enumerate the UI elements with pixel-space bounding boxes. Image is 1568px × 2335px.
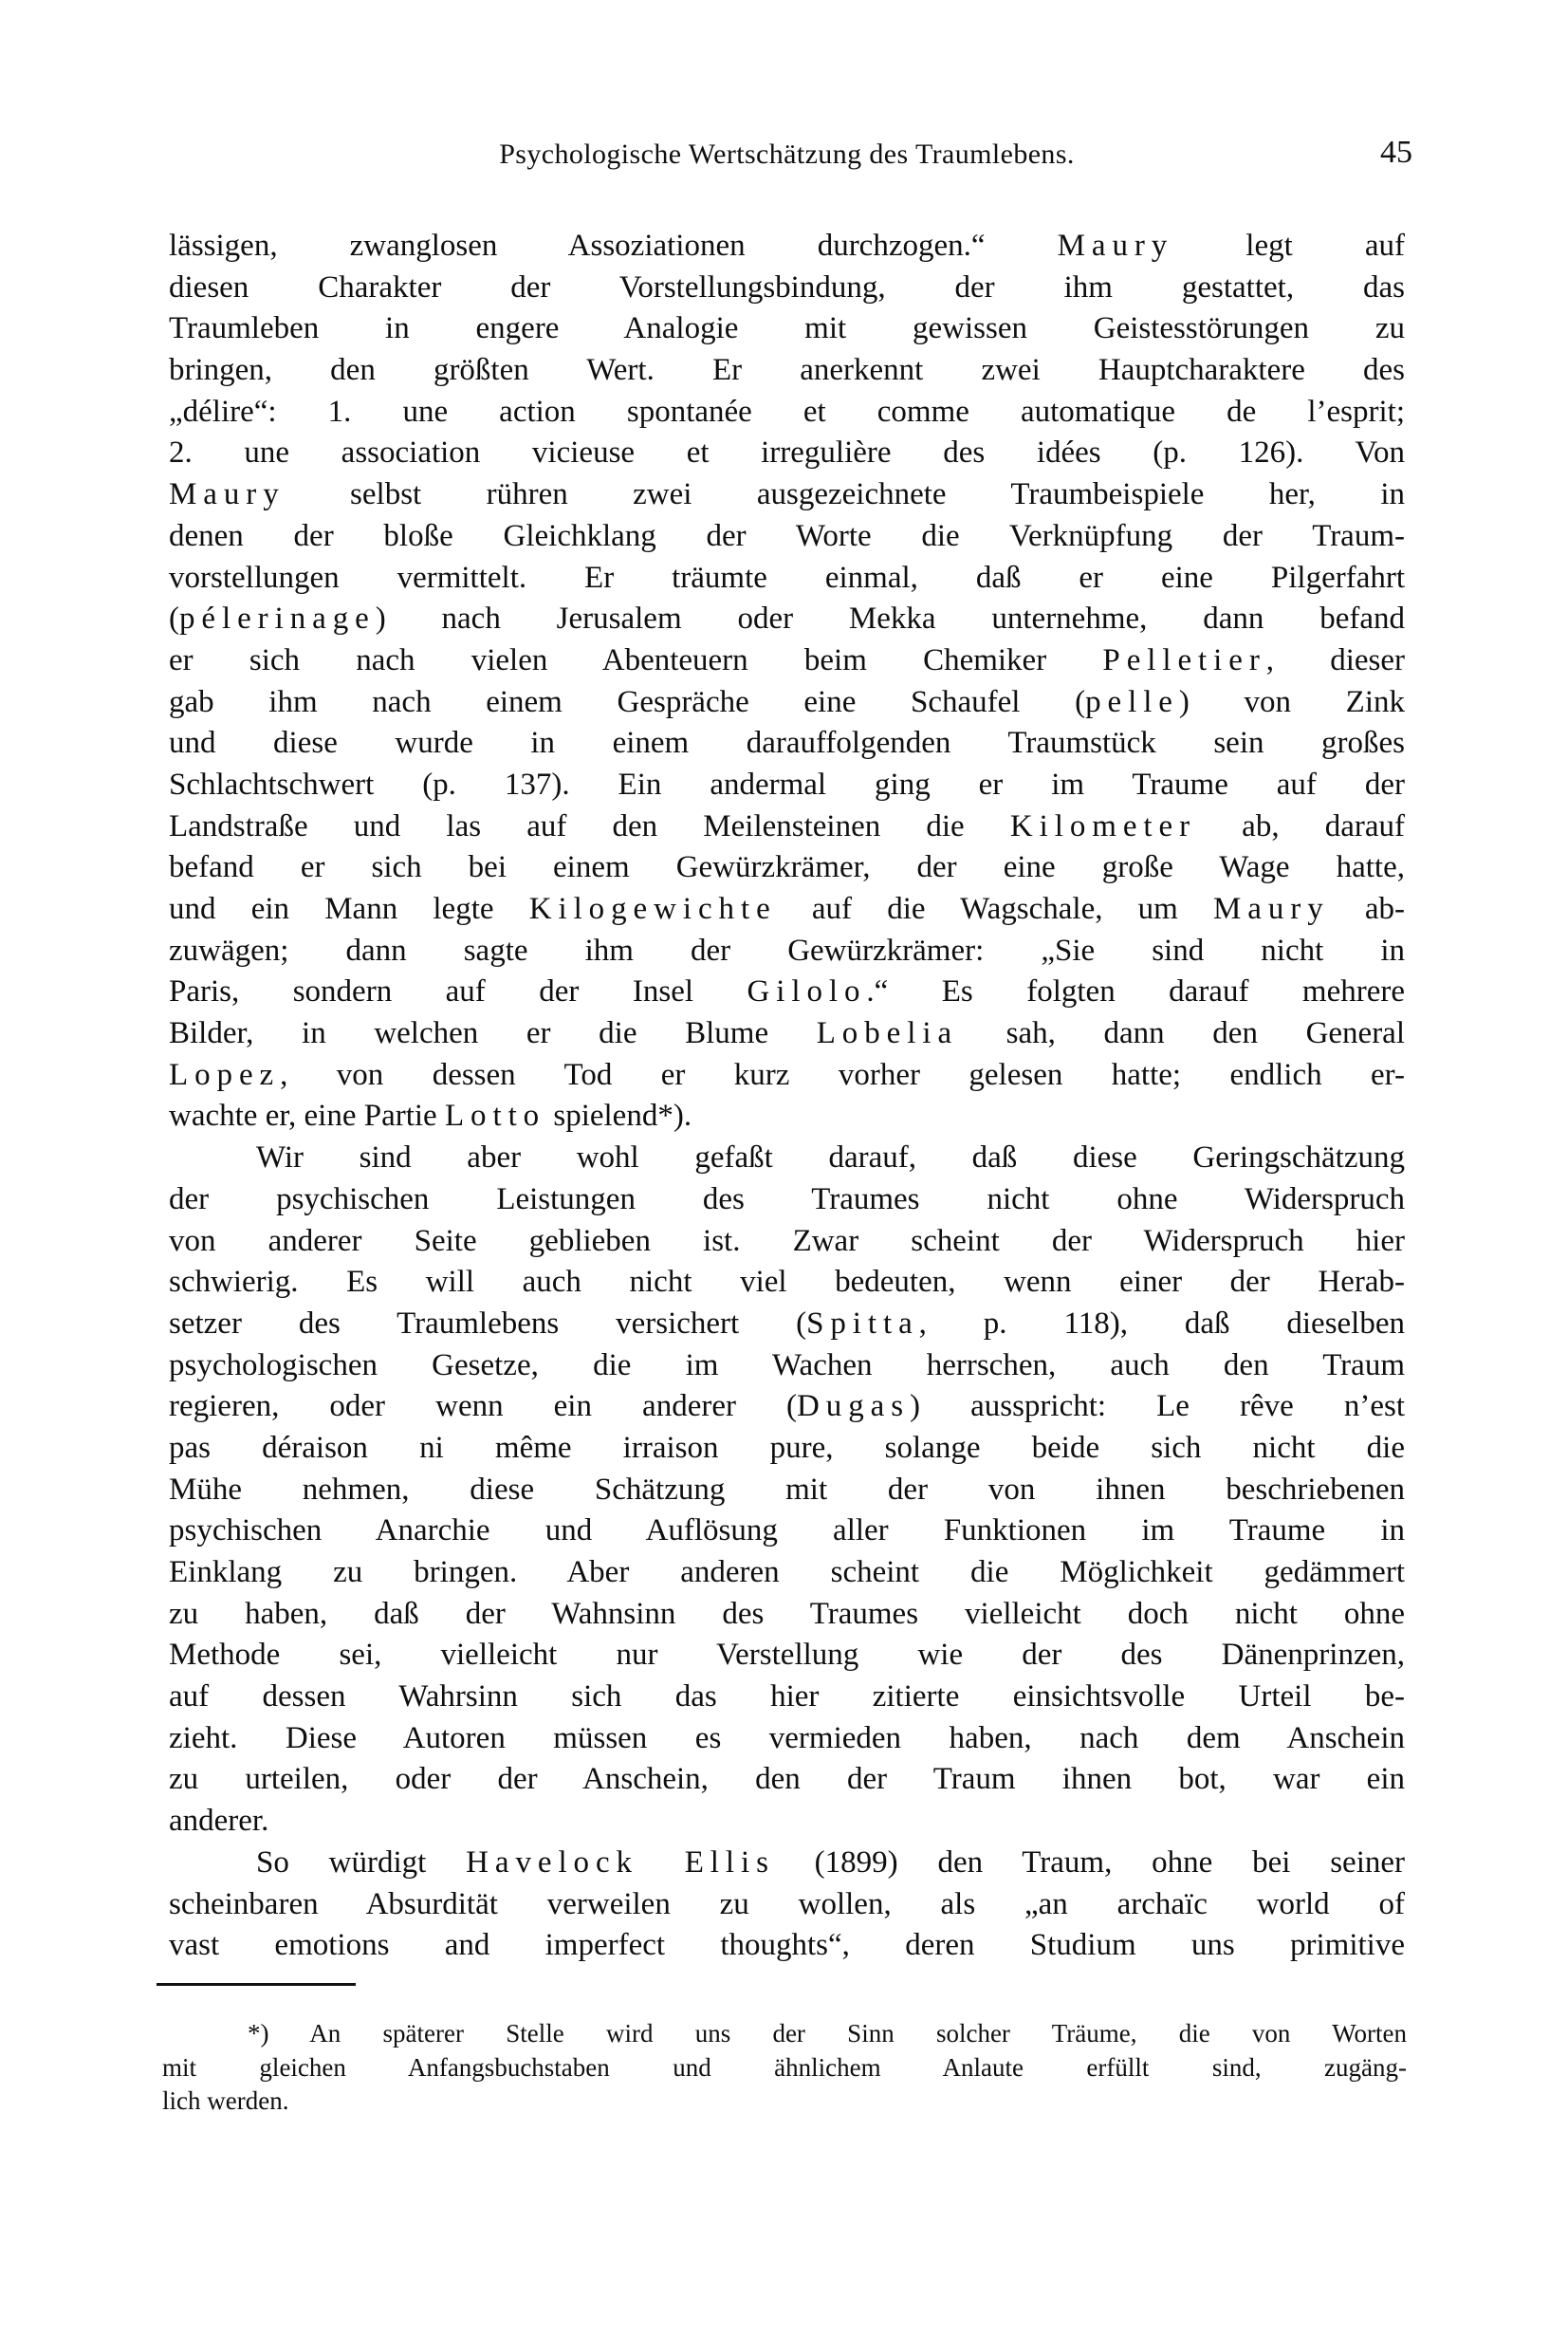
text-line: zuwägen; dann sagte ihm der Gewürzkrämer: „Sie sind nicht in — [169, 933, 1405, 968]
text-line: Traumleben in engere Analogie mit gewissen Geistesstörungen zu — [169, 311, 1405, 346]
letterspaced-emphasis: Kilogewichte — [528, 892, 777, 926]
text-line: auf dessen Wahrsinn sich das hier zitierte einsichtsvolle Urteil be- — [169, 1679, 1405, 1714]
text-line: befand er sich bei einem Gewürzkrämer, der eine große Wage hatte, — [169, 850, 1405, 885]
body-text — [169, 226, 1405, 1967]
text-line: gab ihm nach einem Gespräche eine Schaufel (pelle) von Zink — [169, 684, 1405, 719]
text-line: scheinbaren Absurdität verweilen zu wollen, als „an archaïc world of — [169, 1886, 1405, 1921]
text-line: regieren, oder wenn ein anderer (Dugas) ausspricht: Le rêve n’est — [169, 1389, 1405, 1424]
text-line: *) An späterer Stelle wird uns der Sinn solcher Träume, die von Worten — [248, 2019, 1407, 2048]
page-number: 45 — [1380, 135, 1412, 170]
letterspaced-emphasis: pélerinage — [179, 602, 376, 637]
text-line: und ein Mann legte Kilogewichte auf die Wagschale, um Maury ab- — [169, 892, 1405, 926]
text-line: Bilder, in welchen er die Blume Lobelia sah, dann den General — [169, 1016, 1405, 1051]
text-line: zieht. Diese Autoren müssen es vermieden haben, nach dem Anschein — [169, 1720, 1405, 1755]
text-line: Mühe nehmen, diese Schätzung mit der von ihnen beschriebenen — [169, 1472, 1405, 1507]
text-line: (pélerinage) nach Jerusalem oder Mekka unternehme, dann befand — [169, 602, 1405, 637]
text-line: Wir sind aber wohl gefaßt darauf, daß diese Geringschätzung — [256, 1140, 1405, 1176]
text-line: psychischen Anarchie und Auflösung aller Funktionen im Traume in — [169, 1513, 1405, 1548]
paragraph — [169, 1138, 1405, 1843]
text-line: wachte er, eine Partie Lotto spielend*). — [169, 1099, 692, 1134]
text-line: und diese wurde in einem darauffolgenden Traumstück sein großes — [169, 726, 1405, 761]
text-line: Einklang zu bringen. Aber anderen scheint die Möglichkeit gedämmert — [169, 1555, 1405, 1589]
letterspaced-emphasis: Gilolo — [747, 974, 867, 1010]
text-line: anderer. — [169, 1804, 269, 1839]
text-line: 2. une association vicieuse et irregulière des idées (p. 126). Von — [169, 435, 1405, 471]
letterspaced-emphasis: Pelletier — [1102, 642, 1266, 677]
text-line: setzer des Traumlebens versichert (Spitta, p. 118), daß dieselben — [169, 1306, 1405, 1341]
text-line: denen der bloße Gleichklang der Worte die Verknüpfung der Traum- — [169, 518, 1405, 553]
text-line: er sich nach vielen Abenteuern beim Chemiker Pelletier, dieser — [169, 642, 1405, 677]
letterspaced-emphasis: Maury — [1213, 892, 1330, 926]
text-line: Schlachtschwert (p. 137). Ein andermal ging er im Traume auf der — [169, 767, 1405, 802]
text-line: vorstellungen vermittelt. Er träumte einmal, daß er eine Pilgerfahrt — [169, 560, 1405, 595]
text-line: Maury selbst rühren zwei ausgezeichnete Traumbeispiele her, in — [169, 477, 1405, 512]
text-line: Lopez, von dessen Tod er kurz vorher gelesen hatte; endlich er- — [169, 1057, 1405, 1092]
letterspaced-emphasis: pelle — [1085, 684, 1179, 719]
letterspaced-emphasis: Spitta — [806, 1306, 919, 1341]
running-head — [169, 135, 1412, 175]
text-line: mit gleichen Anfangsbuchstaben und ähnlichem Anlaute erfüllt sind, zugäng- — [162, 2052, 1407, 2082]
text-line: Paris, sondern auf der Insel Gilolo.“ Es folgten darauf mehrere — [169, 974, 1405, 1010]
text-line: „délire“: 1. une action spontanée et comme automatique de l’esprit; — [169, 394, 1405, 429]
text-line: psychologischen Gesetze, die im Wachen herrschen, auch den Traum — [169, 1347, 1405, 1382]
letterspaced-emphasis: Maury — [1057, 229, 1174, 263]
footnote — [162, 2017, 1407, 2119]
text-line: lässigen, zwanglosen Assoziationen durchzogen.“ Maury legt auf — [169, 229, 1405, 263]
letterspaced-emphasis: Havelock Ellis — [466, 1844, 775, 1880]
footnote-separator-rule — [157, 1983, 356, 1986]
letterspaced-emphasis: Lotto — [444, 1099, 546, 1134]
letterspaced-emphasis: Lobelia — [816, 1016, 959, 1051]
text-line: von anderer Seite geblieben ist. Zwar scheint der Widerspruch hier — [169, 1223, 1405, 1258]
paragraph — [169, 226, 1405, 1138]
paragraph — [169, 1843, 1405, 1967]
text-line: zu urteilen, oder der Anschein, den der Traum ihnen bot, war ein — [169, 1762, 1405, 1797]
letterspaced-emphasis: Kilometer — [1009, 808, 1197, 843]
text-line: Methode sei, vielleicht nur Verstellung wie der des Dänenprinzen, — [169, 1638, 1405, 1673]
text-line: pas déraison ni même irraison pure, solange beide sich nicht die — [169, 1430, 1405, 1465]
text-line: zu haben, daß der Wahnsinn des Traumes vielleicht doch nicht ohne — [169, 1596, 1405, 1631]
letterspaced-emphasis: Dugas — [797, 1389, 911, 1424]
text-line: schwierig. Es will auch nicht viel bedeuten, wenn einer der Herab- — [169, 1265, 1405, 1300]
text-line: bringen, den größten Wert. Er anerkennt zwei Hauptcharaktere des — [169, 353, 1405, 388]
text-line: vast emotions and imperfect thoughts“, deren Studium uns primitive — [169, 1928, 1405, 1963]
text-line: So würdigt Havelock Ellis (1899) den Traum, ohne bei seiner — [256, 1844, 1405, 1880]
letterspaced-emphasis: Lopez — [169, 1057, 281, 1092]
letterspaced-emphasis: Maury — [169, 477, 286, 512]
running-head-title: Psychologische Wertschätzung des Traumlebens. — [499, 139, 1075, 170]
text-line: Landstraße und las auf den Meilensteinen die Kilometer ab, darauf — [169, 808, 1405, 843]
text-line: der psychischen Leistungen des Traumes nicht ohne Widerspruch — [169, 1181, 1405, 1216]
text-line: diesen Charakter der Vorstellungsbindung, der ihm gestattet, das — [169, 269, 1405, 305]
text-line: lich werden. — [162, 2086, 289, 2115]
